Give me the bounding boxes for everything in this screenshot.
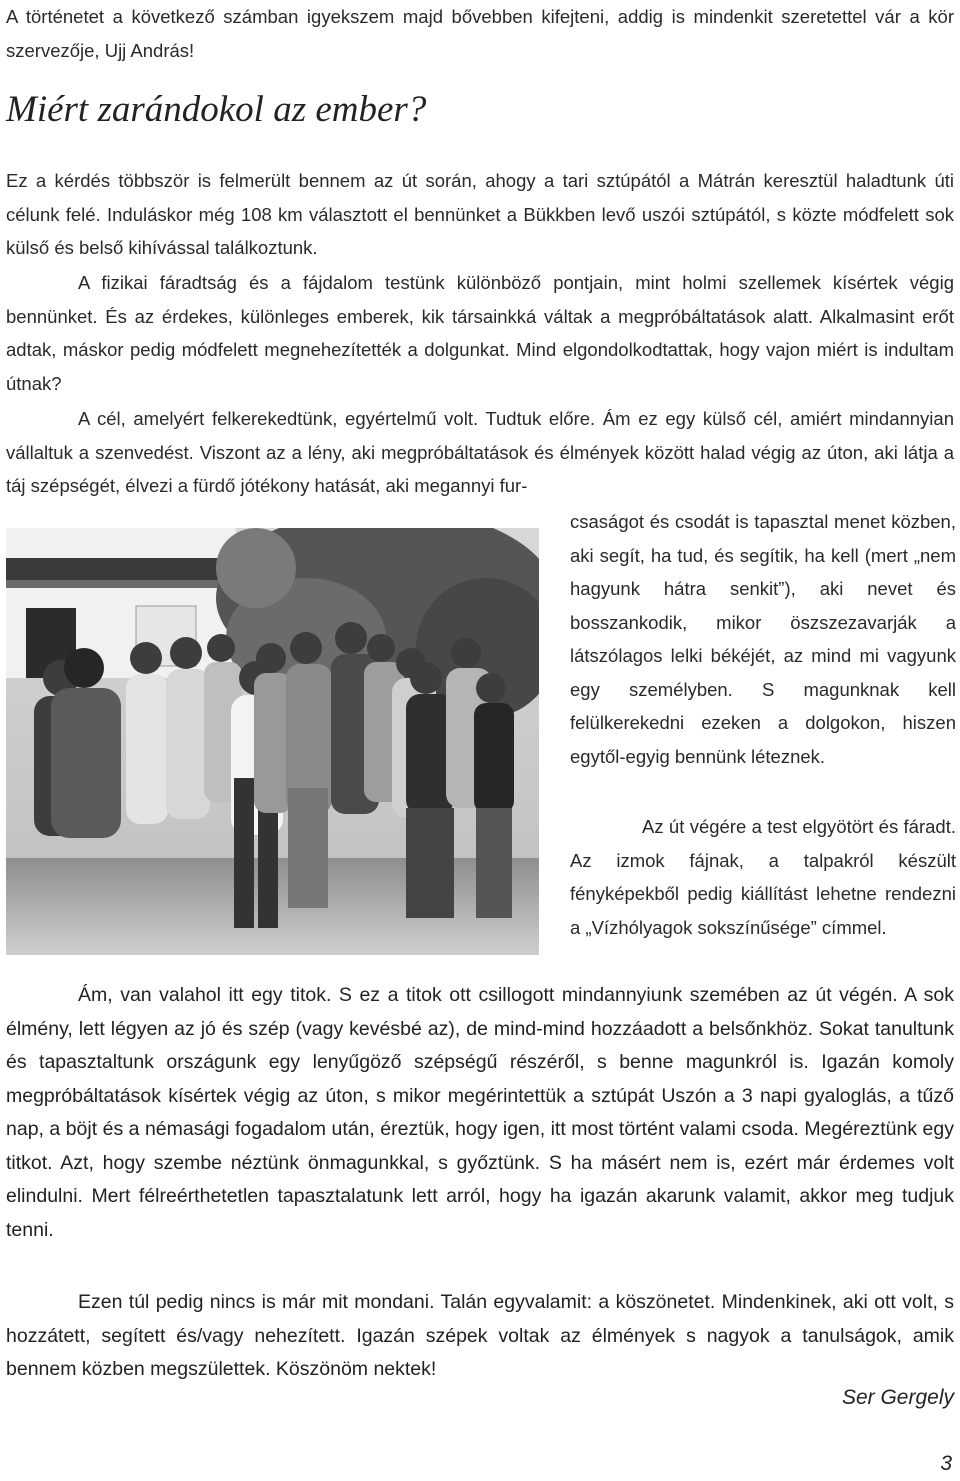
- article-heading: Miért zarándokol az ember?: [6, 89, 427, 130]
- paragraph-1: Ez a kérdés többször is felmerült bennem az út során, ahogy a tari sztúpától a Mátrán keresztül haladtunk úti célunk felé. Induláskor még 108 km választott el bennünket a Bükkben levő uszói sztúpától, s közte módfelett sok külső és belső kihívással találkoztunk.: [6, 170, 954, 258]
- paragraph-3-continued: csaságot és csodát is tapasztal menet közben, aki segít, ha tud, és segítik, ha kell (mert „nem hagyunk hátra senkit”), aki nevet és bosszankodik, mikor öszszezavarják a látszólagos lelki békéjét, az mind mi vagyunk egy személyben. S magunknak kell felülkerekedni ezeken a dolgokon, hiszen egytől-egyig bennünk léteznek.: [570, 511, 956, 767]
- group-photo: [6, 528, 539, 955]
- intro-paragraph: A történetet a következő számban igyekszem majd bővebben kifejteni, addig is mindenkit szeretettel vár a kör szervezője, Ujj András!: [6, 6, 954, 61]
- paragraph-4: Az út végére a test elgyötört és fáradt. Az izmok fájnak, a talpakról készült fényképekből pedig kiállítást lehetne rendezni a „Vízhólyagok sokszínűsége” címmel.: [570, 816, 956, 938]
- paragraph-6: Ezen túl pedig nincs is már mit mondani. Talán egyvalamit: a köszönetet. Mindenkinek, aki ott volt, s hozzátett, segített és/vagy nehezített. Igazán szépek voltak az élmények s nagyok a tanulságok, amik bennem közben megszülettek. Köszönöm nektek!: [6, 1291, 954, 1380]
- paragraph-5: Ám, van valahol itt egy titok. S ez a titok ott csillogott mindannyiunk szemében az út végén. A sok élmény, lett légyen az jó és szép (vagy kevésbé az), de mind-mind hozzáadott a belsőnkhöz. Sokat tanultunk és tapasztaltunk országunk egy lenyűgöző szépségű részéről, s benne magunkról is. Igazán komoly megpróbáltatások kísértek végig az úton, s mikor megérintettük a sztúpát Uszón a 3 napi gyaloglás, a tűző nap, a böjt és a némasági fogadalom után, éreztük, hogy igen, itt most történt valami csoda. Megéreztünk egy titkot. Azt, hogy szembe néztünk önmagunkkal, s győztünk. S ha másért nem is, ezért már érdemes volt elindulni. Mert félreérthetetlen tapasztalatunk lett arról, hogy ha igazán akarunk valamit, akkor meg tudjuk tenni.: [6, 984, 954, 1241]
- author-signature: Ser Gergely: [841, 1386, 954, 1409]
- page-number: 3: [940, 1452, 952, 1475]
- paragraph-3: A cél, amelyért felkerekedtünk, egyértelmű volt. Tudtuk előre. Ám ez egy külső cél, amiért mindannyian vállaltuk a szenvedést. Viszont az a lény, aki megpróbáltatások és élmények között halad végig az úton, aki látja a táj szépségét, élvezi a fürdő jótékony hatását, aki megannyi fur-: [6, 408, 954, 496]
- paragraph-2: A fizikai fáradtság és a fájdalom testünk különböző pontjain, mint holmi szellemek kísértek végig bennünket. És az érdekes, különleges emberek, kik társainkká váltak a megpróbáltatások alatt. Alkalmasint erőt adtak, máskor pedig módfelett megnehezítették a dolgunkat. Mind elgondolkodtattak, hogy vajon miért is indultam útnak?: [6, 272, 954, 394]
